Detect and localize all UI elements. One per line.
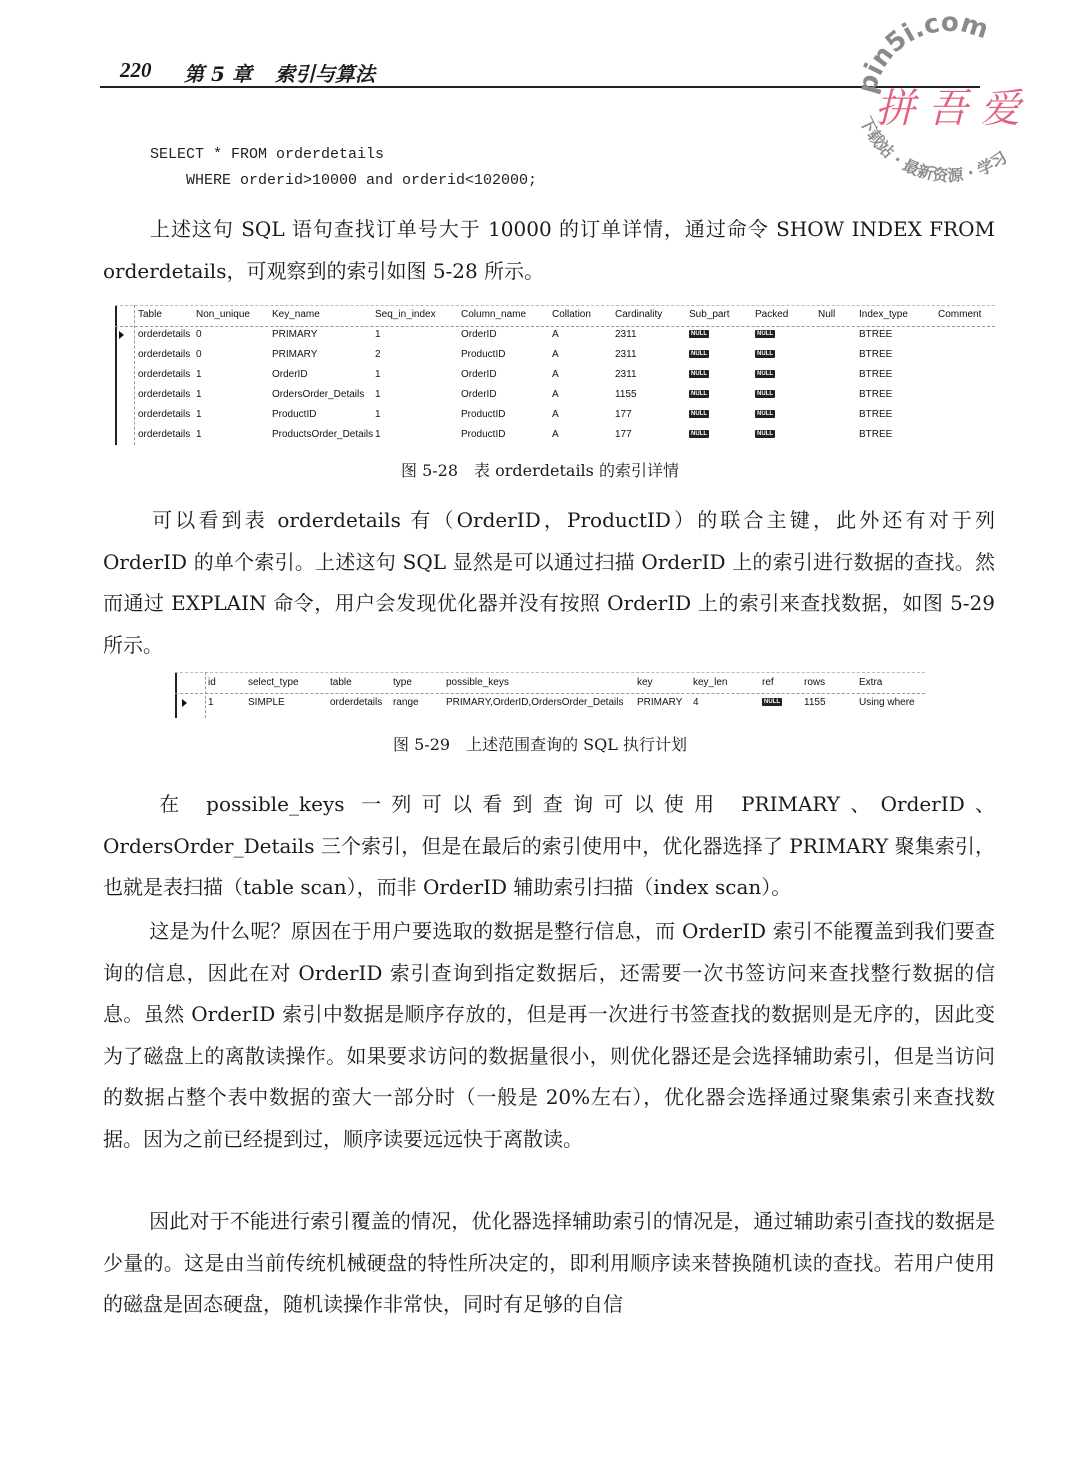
table-cell[interactable] — [689, 387, 709, 398]
table-cell[interactable]: 2311 — [615, 369, 637, 380]
table-cell[interactable]: ProductsOrder_Details — [272, 429, 374, 440]
table-cell[interactable] — [689, 427, 709, 438]
table-cell[interactable]: ProductID — [461, 429, 506, 440]
table-cell[interactable]: 1 — [196, 429, 202, 440]
table-cell[interactable]: orderdetails — [138, 429, 191, 440]
null-badge: NULL — [757, 431, 773, 437]
column-header[interactable]: Index_type — [859, 309, 908, 320]
null-badge: NULL — [757, 371, 773, 377]
paragraph-2: 可以看到表 orderdetails 有（OrderID，ProductID）的联合主键，此外还有对于列 OrderID 的单个索引。上述这句 SQL 显然是可以通过扫描 OrderID 上的索引进行数据的查找。然而通过 EXPLAIN 命令，用户会发现优化器并没有按照 OrderID 上的索引来查找数据，如图 5-29 所示。 — [103, 508, 995, 657]
table-cell[interactable]: BTREE — [859, 349, 893, 360]
table-cell[interactable]: orderdetails — [138, 369, 191, 380]
null-badge: NULL — [691, 331, 707, 337]
index-details-grid — [115, 305, 995, 445]
table-cell[interactable]: 177 — [615, 409, 632, 420]
code-line-1: SELECT * FROM orderdetails — [150, 146, 385, 163]
table-cell[interactable] — [755, 367, 775, 378]
table-cell[interactable]: ProductID — [272, 409, 317, 420]
table-cell[interactable]: A — [552, 409, 559, 420]
column-header[interactable]: table — [330, 677, 352, 688]
figure-5-29-caption: 图 5-29 上述范围查询的 SQL 执行计划 — [393, 735, 687, 754]
table-cell[interactable] — [762, 695, 782, 706]
table-cell[interactable]: 1155 — [615, 389, 637, 400]
table-cell[interactable]: A — [552, 369, 559, 380]
table-cell[interactable]: 1 — [196, 369, 202, 380]
column-header[interactable]: Seq_in_index — [375, 309, 436, 320]
null-badge: NULL — [691, 431, 707, 437]
null-badge: NULL — [691, 371, 707, 377]
table-cell[interactable] — [755, 427, 775, 438]
null-badge: NULL — [691, 411, 707, 417]
table-cell[interactable]: 1 — [196, 389, 202, 400]
null-badge: NULL — [764, 699, 780, 705]
table-cell[interactable] — [689, 367, 709, 378]
current-row-pointer-icon — [119, 331, 124, 339]
column-header[interactable]: Key_name — [272, 309, 320, 320]
table-cell[interactable]: BTREE — [859, 369, 893, 380]
column-header[interactable]: Non_unique — [196, 309, 250, 320]
null-badge: NULL — [757, 331, 773, 337]
column-header[interactable]: id — [208, 677, 216, 688]
table-cell[interactable]: A — [552, 429, 559, 440]
column-header[interactable]: select_type — [248, 677, 299, 688]
table-cell[interactable]: 177 — [615, 429, 632, 440]
table-cell[interactable] — [689, 327, 709, 338]
column-header[interactable]: key — [637, 677, 653, 688]
table-cell[interactable]: orderdetails — [330, 697, 383, 708]
paragraph-5: 因此对于不能进行索引覆盖的情况，优化器选择辅助索引的情况是，通过辅助索引查找的数据是少量的。这是由当前传统机械硬盘的特性所决定的，即利用顺序读来替换随机读的查找。若用户使用的磁盘是固态硬盘，随机读操作非常快，同时有足够的自信 — [103, 1209, 995, 1316]
table-cell[interactable] — [689, 407, 709, 418]
table-cell[interactable]: 0 — [196, 349, 202, 360]
table-cell[interactable]: 1 — [375, 409, 381, 420]
table-cell[interactable]: 1 — [375, 369, 381, 380]
watermark-url-text: pin5i.com — [852, 7, 992, 97]
paragraph-1: 上述这句 SQL 语句查找订单号大于 10000 的订单详情，通过命令 SHOW INDEX FROM orderdetails，可观察到的索引如图 5-28 所示。 — [103, 217, 995, 283]
table-cell[interactable]: OrdersOrder_Details — [272, 389, 365, 400]
table-cell[interactable]: Using where — [859, 697, 915, 708]
null-badge: NULL — [691, 351, 707, 357]
table-cell[interactable]: A — [552, 329, 559, 340]
table-cell[interactable]: PRIMARY,OrderID,OrdersOrder_Details — [446, 697, 624, 708]
table-cell[interactable]: PRIMARY — [272, 329, 318, 340]
table-cell[interactable]: BTREE — [859, 429, 893, 440]
watermark-ring-text: 下载站 · 最新资源 · 学习 — [856, 113, 1011, 186]
column-header[interactable]: Collation — [552, 309, 591, 320]
table-cell[interactable]: orderdetails — [138, 409, 191, 420]
watermark-logo — [830, 0, 1080, 200]
table-cell[interactable] — [689, 347, 709, 358]
table-cell[interactable]: A — [552, 349, 559, 360]
table-cell[interactable]: 4 — [693, 697, 699, 708]
null-badge: NULL — [691, 391, 707, 397]
table-cell[interactable]: range — [393, 697, 419, 708]
table-cell[interactable]: orderdetails — [138, 329, 191, 340]
column-header[interactable]: Table — [138, 309, 162, 320]
table-cell[interactable]: 1 — [208, 697, 214, 708]
table-cell[interactable]: 0 — [196, 329, 202, 340]
table-cell[interactable]: 2311 — [615, 349, 637, 360]
column-header[interactable]: Packed — [755, 309, 789, 320]
table-cell[interactable]: BTREE — [859, 409, 893, 420]
table-cell[interactable]: 1 — [375, 329, 381, 340]
table-cell[interactable]: OrderID — [461, 389, 497, 400]
table-cell[interactable]: PRIMARY — [637, 697, 683, 708]
column-header[interactable]: Column_name — [461, 309, 527, 320]
null-badge: NULL — [757, 351, 773, 357]
column-header[interactable]: type — [393, 677, 412, 688]
watermark-main-text: 拼 吾 爱 — [875, 86, 1021, 132]
table-cell[interactable]: ProductID — [461, 349, 506, 360]
column-header[interactable]: rows — [804, 677, 826, 688]
current-row-pointer-icon — [182, 699, 187, 707]
code-line-2: WHERE orderid>10000 and orderid<102000; — [150, 172, 538, 189]
column-header[interactable]: possible_keys — [446, 677, 509, 688]
column-header[interactable]: key_len — [693, 677, 728, 688]
column-header[interactable]: Extra — [859, 677, 883, 688]
table-cell[interactable]: SIMPLE — [248, 697, 285, 708]
paragraph-3: 在 possible_keys 一列可以看到查询可以使用 PRIMARY、OrderID、OrdersOrder_Details 三个索引，但是在最后的索引使用中，优化器选择了 PRIMARY 聚集索引，也就是表扫描（table scan），而非 OrderID 辅助索引扫描（index scan）。 — [103, 792, 995, 899]
null-badge: NULL — [757, 391, 773, 397]
column-header[interactable]: Sub_part — [689, 309, 730, 320]
table-cell[interactable]: orderdetails — [138, 389, 191, 400]
page-number: 220 — [120, 58, 152, 82]
column-header[interactable]: Null — [818, 309, 836, 320]
column-header[interactable]: Cardinality — [615, 309, 663, 320]
table-cell[interactable]: 1 — [375, 389, 381, 400]
table-cell[interactable]: 2 — [375, 349, 381, 360]
figure-5-28-caption: 图 5-28 表 orderdetails 的索引详情 — [401, 461, 679, 480]
null-badge: NULL — [757, 411, 773, 417]
table-cell[interactable]: OrderID — [461, 329, 497, 340]
explain-plan-grid — [175, 672, 925, 718]
table-cell[interactable]: 1 — [375, 429, 381, 440]
paragraph-4: 这是为什么呢？原因在于用户要选取的数据是整行信息，而 OrderID 索引不能覆盖到我们要查询的信息，因此在对 OrderID 索引查询到指定数据后，还需要一次书签访问来查找整行数据的信息。虽然 OrderID 索引中数据是顺序存放的，但是再一次进行书签查找的数据则是无序的，因此变为了磁盘上的离散读操作。如果要求访问的数据量很小，则优化器还是会选择辅助索引，但是当访问的数据占整个表中数据的蛮大一部分时（一般是 20%左右），优化器会选择通过聚集索引来查找数据。因为之前已经提到过，顺序读要远远快于离散读。 — [103, 919, 995, 1151]
table-cell[interactable]: 1 — [196, 409, 202, 420]
table-cell[interactable]: 1155 — [804, 697, 826, 708]
column-header[interactable]: Comment — [938, 309, 982, 320]
table-cell[interactable]: OrderID — [272, 369, 308, 380]
table-cell[interactable]: A — [552, 389, 559, 400]
table-cell[interactable]: orderdetails — [138, 349, 191, 360]
table-cell[interactable]: PRIMARY — [272, 349, 318, 360]
chapter-label: 第 5 章 — [184, 62, 252, 86]
table-cell[interactable] — [755, 407, 775, 418]
table-cell[interactable] — [755, 387, 775, 398]
table-cell[interactable] — [755, 327, 775, 338]
table-cell[interactable]: BTREE — [859, 389, 893, 400]
table-cell[interactable] — [755, 347, 775, 358]
chapter-title: 索引与算法 — [275, 62, 375, 86]
table-cell[interactable]: 2311 — [615, 329, 637, 340]
table-cell[interactable]: BTREE — [859, 329, 893, 340]
column-header[interactable]: ref — [762, 677, 774, 688]
table-cell[interactable]: OrderID — [461, 369, 497, 380]
table-cell[interactable]: ProductID — [461, 409, 506, 420]
